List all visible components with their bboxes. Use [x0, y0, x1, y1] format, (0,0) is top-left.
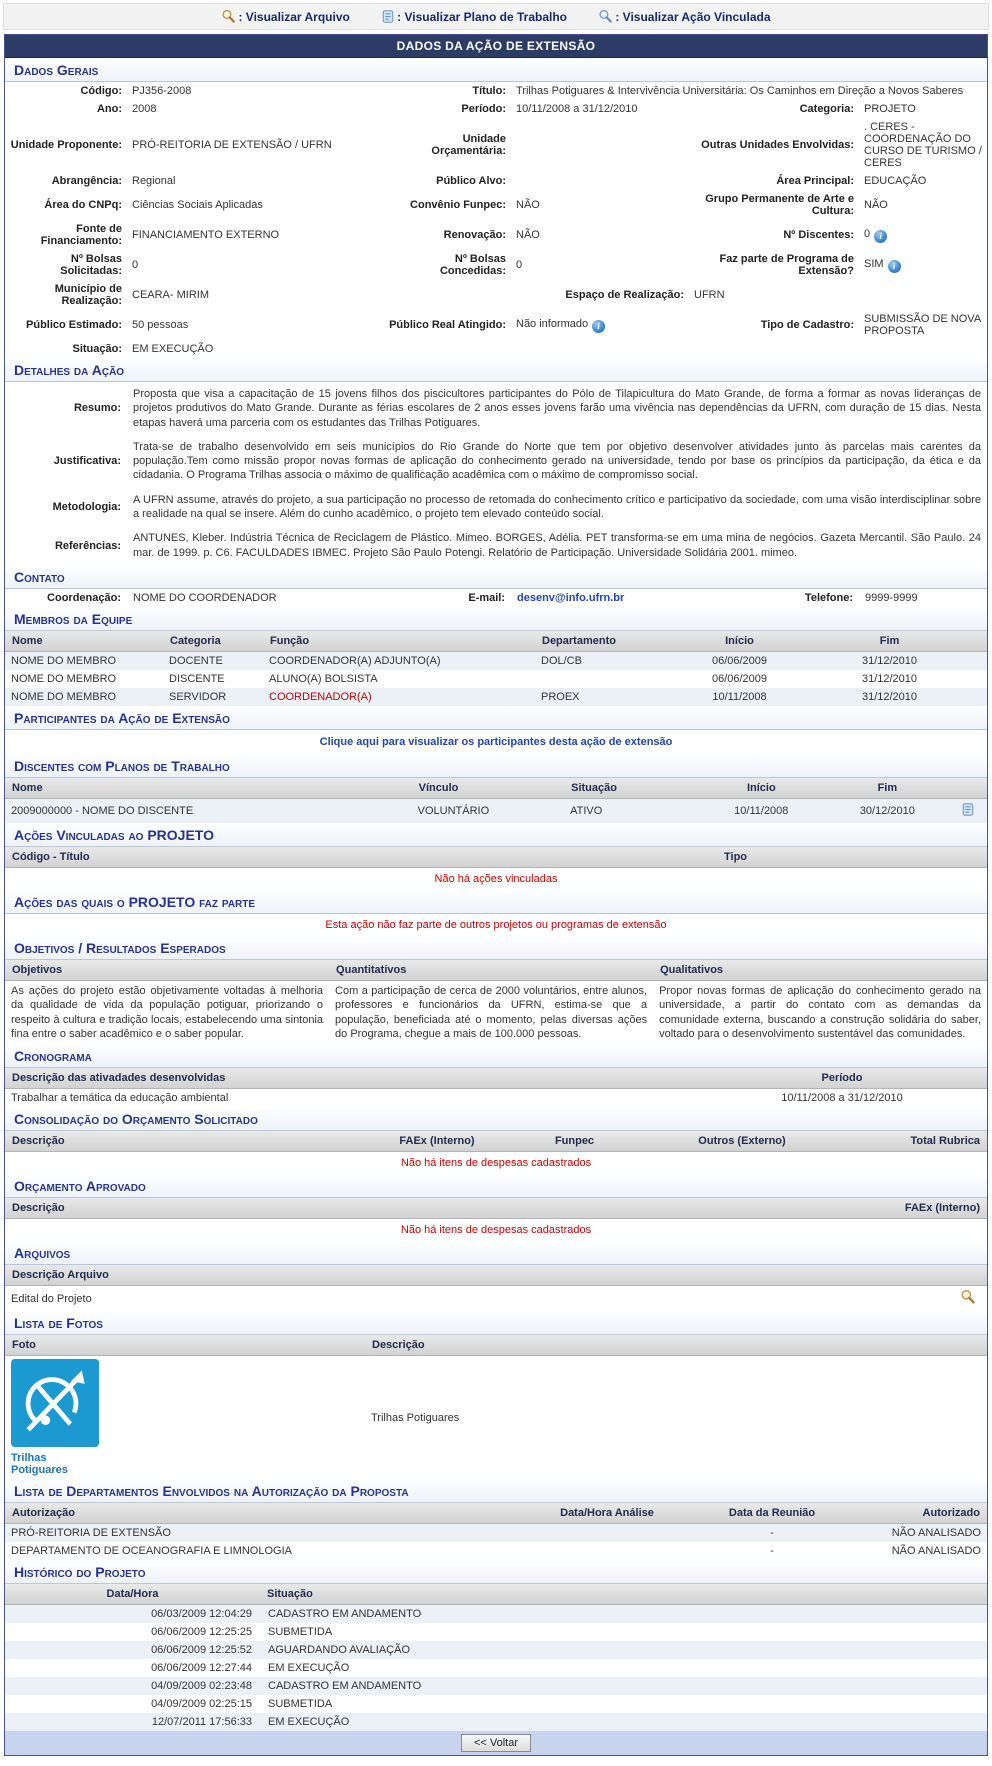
column-header: Função — [263, 631, 535, 652]
plano-trabalho-cell — [948, 798, 987, 823]
departamento-autorizado: NÃO ANALISADO — [891, 1527, 981, 1540]
column-header: Fim — [826, 778, 948, 799]
empty-message: Esta ação não faz parte de outros projetos ou programas de extensão — [325, 918, 667, 931]
legend-visualizar-plano — [381, 9, 567, 24]
legend-visualizar-arquivo — [221, 9, 349, 24]
area-cnpq-value: Ciências Sociais Aplicadas — [132, 199, 263, 211]
arquivos-table — [5, 1265, 987, 1311]
publico-alvo-value — [511, 172, 689, 190]
qualitativos-text: Propor novas formas de aplicação do conhecimento gerado na universidade, a partir do contato com as demandas da comunidade externa, buscando a construção solidária do saber, voltado para o desenvolvimento sustentável das comunidades. — [659, 984, 981, 1040]
orcamento-solicitado-table — [5, 1131, 987, 1174]
voltar-button[interactable]: << Voltar — [461, 1734, 531, 1752]
participantes-row — [5, 730, 987, 754]
unidade-proponente-value: PRÓ-REITORIA DE EXTENSÃO / UFRN — [132, 139, 332, 151]
column-header: Data da Reunião — [697, 1503, 847, 1524]
field-label: Faz parte de Programa de Extensão? — [719, 253, 854, 277]
section-header-orcamento-solicitado: Consolidação do Orçamento Solicitado — [5, 1107, 987, 1131]
publico-estimado-value: 50 pessoas — [132, 319, 189, 331]
section-header-discentes: Discentes com Planos de Trabalho — [5, 754, 987, 778]
field-label: Nº Bolsas Concedidas: — [439, 253, 506, 277]
table-row — [5, 100, 987, 118]
legend-bar — [3, 3, 989, 30]
member-categoria: DISCENTE — [169, 672, 225, 685]
column-header: Data/Hora Análise — [517, 1503, 697, 1524]
discente-nome: 2009000000 - NOME DO DISCENTE — [11, 804, 194, 817]
table-row — [5, 1695, 987, 1713]
column-header: Autorização — [5, 1503, 517, 1524]
info-icon[interactable] — [888, 260, 901, 273]
historico-situacao: EM EXECUÇÃO — [268, 1716, 350, 1729]
convenio-funpec-value: NÃO — [516, 199, 540, 211]
field-label: Título: — [472, 85, 506, 97]
historico-datahora: 06/03/2009 12:04:29 — [151, 1608, 252, 1621]
unidade-orcamentaria-value — [511, 118, 689, 172]
departamentos-table — [5, 1503, 987, 1560]
table-row — [5, 589, 987, 607]
column-header: Autorizado — [847, 1503, 987, 1524]
table-row — [5, 980, 987, 1044]
participantes-link[interactable]: Clique aqui para visualizar os participantes desta ação de extensão — [319, 735, 673, 748]
section-header-contato: Contato — [5, 565, 987, 589]
section-header-orcamento-aprovado: Orçamento Aprovado — [5, 1174, 987, 1198]
table-row — [5, 1677, 987, 1695]
member-nome: NOME DO MEMBRO — [11, 654, 117, 667]
section-header-dados-gerais: Dados Gerais — [5, 58, 987, 82]
column-header: Nome — [5, 631, 163, 652]
historico-datahora: 12/07/2011 17:56:33 — [151, 1716, 252, 1729]
member-funcao: COORDENADOR(A) ADJUNTO(A) — [269, 654, 441, 667]
table-row — [5, 867, 987, 890]
historico-datahora: 04/09/2009 02:25:15 — [151, 1698, 252, 1711]
departamento-analise — [517, 1524, 697, 1543]
column-header: Período — [697, 1068, 987, 1089]
discente-fim: 30/12/2010 — [859, 804, 915, 817]
column-header: FAEx (Interno) — [362, 1131, 512, 1152]
field-label: Espaço de Realização: — [565, 289, 684, 301]
field-label: Público Real Atingido: — [389, 319, 506, 331]
field-label: Metodologia: — [52, 501, 121, 514]
table-row — [5, 1286, 987, 1312]
coordenacao-value: NOME DO COORDENADOR — [133, 591, 277, 604]
table-row — [5, 670, 987, 688]
departamento-autorizado: NÃO ANALISADO — [891, 1545, 981, 1558]
email-link-cell — [511, 589, 689, 607]
section-header-arquivos: Arquivos — [5, 1241, 987, 1265]
publico-real-text: Não informado — [516, 317, 589, 330]
field-label: Unidade Proponente: — [10, 139, 122, 151]
table-row — [5, 1089, 987, 1108]
column-header: Foto — [5, 1335, 365, 1356]
member-departamento — [535, 670, 687, 688]
referencias-text: ANTUNES, Kleber. Indústria Técnica de Reciclagem de Plástico. Mimeo. BORGES, Adélia. PET transforma-se em uma mina de negócios. Gazeta Mercantil. São Paulo. 24 mar. de 1999. p. C6. FACULDADES IBMEC. Projeto São Paulo Potengi. Relatório de Participação. Universidade Solidária 2001. mimeo. — [133, 532, 981, 559]
logo-caption: Trilhas Potiguares — [11, 1452, 68, 1477]
column-header: Descrição das ativadades desenvolvidas — [5, 1068, 697, 1089]
field-label: Renovação: — [443, 229, 506, 241]
historico-situacao: AGUARDANDO AVALIAÇÃO — [268, 1644, 411, 1657]
table-row — [5, 220, 987, 250]
section-header-departamentos: Lista de Departamentos Envolvidos na Autorização da Proposta — [5, 1479, 987, 1503]
cronograma-table — [5, 1068, 987, 1107]
field-label: Categoria: — [799, 103, 854, 115]
column-header: Quantitativos — [329, 960, 653, 981]
column-header: Qualitativos — [653, 960, 987, 981]
table-row — [5, 340, 987, 358]
column-header: Objetivos — [5, 960, 329, 981]
arquivo-descricao: Edital do Projeto — [5, 1286, 949, 1312]
column-header: Fim — [792, 631, 987, 652]
column-header-actions — [948, 778, 987, 799]
field-label: Nº Discentes: — [783, 229, 854, 241]
categoria-value: PROJETO — [864, 103, 916, 115]
table-row — [5, 190, 987, 220]
info-icon[interactable] — [592, 320, 605, 333]
column-header: Código - Título — [5, 847, 717, 868]
publico-real-value — [511, 310, 689, 340]
field-label: Situação: — [72, 343, 122, 355]
field-label: Fonte de Financiamento: — [40, 223, 122, 247]
table-row — [5, 1623, 987, 1641]
objetivos-text: As ações do projeto estão objetivamente voltadas à melhoria da qualidade de vida da população potiguar, priorizando o respeito à cultura e tradição locais, estabelecendo uma sintonia fina entre o saber acadêmico e o saber popular. — [11, 984, 324, 1040]
section-header-historico: Histórico do Projeto — [5, 1560, 987, 1584]
field-label: Área Principal: — [776, 175, 854, 187]
departamento-analise — [517, 1542, 697, 1560]
table-row — [5, 1356, 987, 1480]
espaco-realizacao-value: UFRN — [694, 289, 725, 301]
metodologia-text: A UFRN assume, através do projeto, a sua participação no processo de retomada do conhecimento crítico e participativo da sociedade, com uma visão interdisciplinar sobre a realidade na qual se insere. Além do cunho acadêmico, o projeto tem elevado conteúdo social. — [133, 493, 981, 521]
atividade-descricao: Trabalhar a temática da educação ambiental — [11, 1092, 229, 1105]
table-header-row — [5, 1131, 987, 1152]
column-header: Situação — [260, 1584, 987, 1605]
resumo-text: Proposta que visa a capacitação de 15 jovens filhos dos piscicultores participantes do Pólo de Tilapicultura do Mato Grande, de forma a formar as novas lideranças de projetos produtivos do Mato Grande. Durante as férias escolares de 2 anos esses jovens farão uma vivência nas dependências da UFRN, com duração de 15 dias. Nesta etapas haverá uma parceria com os estudantes das Trilhas Potiguares. — [133, 388, 981, 429]
departamento-reuniao: - — [770, 1527, 774, 1540]
member-funcao: COORDENADOR(A) — [269, 690, 372, 703]
table-header-row — [5, 1335, 987, 1356]
bolsas-concedidas-value: 0 — [516, 259, 523, 271]
field-label: Tipo de Cadastro: — [760, 319, 854, 331]
faz-parte-value — [859, 250, 987, 280]
foto-cell — [5, 1356, 365, 1480]
discente-vinculo: VOLUNTÁRIO — [417, 804, 490, 817]
historico-datahora: 06/06/2009 12:27:44 — [151, 1662, 252, 1675]
historico-table — [5, 1584, 987, 1731]
compass-logo-image — [11, 1359, 99, 1447]
member-inicio: 06/06/2009 — [711, 672, 768, 685]
discentes-table — [5, 778, 987, 823]
table-row — [5, 651, 987, 670]
column-header: Funpec — [512, 1131, 637, 1152]
column-header: Descrição — [5, 1131, 362, 1152]
column-header: Nome — [5, 778, 412, 799]
table-header-row — [5, 1503, 987, 1524]
table-header-row — [5, 1584, 987, 1605]
departamento-reuniao: - — [770, 1545, 774, 1558]
magnifier-gold-icon[interactable] — [960, 1296, 976, 1308]
member-inicio: 10/11/2008 — [712, 690, 767, 703]
member-fim: 31/12/2010 — [861, 672, 918, 685]
member-fim: 31/12/2010 — [861, 654, 918, 667]
table-row — [5, 1605, 987, 1624]
section-header-objetivos: Objetivos / Resultados Esperados — [5, 936, 987, 960]
column-header: Descrição — [5, 1198, 847, 1219]
legend-label: : Visualizar Plano de Trabalho — [397, 10, 567, 24]
equipe-table — [5, 631, 987, 706]
field-label: Nº Bolsas Solicitadas: — [60, 253, 122, 277]
bolsas-solicitadas-value: 0 — [132, 259, 139, 271]
legend-label: : Visualizar Ação Vinculada — [615, 10, 771, 24]
column-header: Tipo — [717, 847, 987, 868]
member-nome: NOME DO MEMBRO — [11, 690, 117, 703]
member-inicio: 06/06/2009 — [711, 654, 768, 667]
quantitativos-text: Com a participação de cerca de 2000 voluntários, entre alunos, professores e funcionários da UFRN, estima-se que a população, beneficiada até o momento, pelas diversas ações do Programa, chegue a mais de 100.000 pessoas. — [335, 984, 648, 1040]
objetivos-table — [5, 960, 987, 1044]
discente-situacao: ATIVO — [570, 804, 603, 817]
column-header: Departamento — [535, 631, 687, 652]
column-header: Início — [687, 631, 792, 652]
worksheet-icon — [381, 10, 397, 24]
contato-table — [5, 589, 987, 607]
table-header-row — [5, 778, 987, 799]
column-header: Categoria — [163, 631, 263, 652]
main-panel — [4, 34, 988, 1756]
acoes-vinculadas-table — [5, 847, 987, 890]
page-title: DADOS DA AÇÃO DE EXTENSÃO — [5, 35, 987, 58]
column-header: Outros (Externo) — [637, 1131, 847, 1152]
legend-visualizar-acao-vinculada — [598, 9, 770, 24]
dados-gerais-table — [5, 82, 987, 358]
member-funcao: ALUNO(A) BOLSISTA — [269, 672, 378, 685]
member-categoria: SERVIDOR — [169, 690, 227, 703]
trilhas-potiguares-logo — [11, 1359, 103, 1476]
member-departamento: DOL/CB — [541, 654, 582, 667]
historico-datahora: 04/09/2009 02:23:48 — [151, 1680, 252, 1693]
column-header: Data/Hora — [5, 1584, 260, 1605]
historico-datahora: 06/06/2009 12:25:25 — [151, 1626, 252, 1639]
legend-label: : Visualizar Arquivo — [238, 10, 350, 24]
field-label: Justificativa: — [53, 455, 121, 468]
column-header: FAEx (Interno) — [847, 1198, 987, 1219]
footer-band — [5, 1731, 987, 1755]
table-row — [5, 1152, 987, 1175]
foto-descricao: Trilhas Potiguares — [371, 1411, 460, 1424]
field-label: Código: — [80, 85, 122, 97]
table-header-row — [5, 1198, 987, 1219]
historico-situacao: SUBMETIDA — [268, 1698, 333, 1711]
table-row — [5, 1659, 987, 1677]
telefone-value: 9999-9999 — [865, 591, 918, 604]
table-row — [5, 798, 987, 823]
tipo-cadastro-value: SUBMISSÃO DE NOVA PROPOSTA — [864, 313, 981, 337]
table-header-row — [5, 631, 987, 652]
member-departamento: PROEX — [541, 690, 580, 703]
member-categoria: DOCENTE — [169, 654, 223, 667]
fotos-table — [5, 1335, 987, 1479]
field-label: Convênio Funpec: — [410, 199, 506, 211]
departamento-autorizacao: PRÓ-REITORIA DE EXTENSÃO — [11, 1527, 171, 1540]
section-header-acoes-vinculadas: Ações Vinculadas ao PROJETO — [5, 823, 987, 847]
faz-parte-text: SIM — [864, 257, 884, 270]
historico-situacao: EM EXECUÇÃO — [268, 1662, 350, 1675]
table-row — [5, 526, 987, 565]
area-principal-value: EDUCAÇÃO — [864, 175, 927, 187]
table-row — [5, 280, 987, 310]
field-label: Resumo: — [73, 402, 121, 415]
table-row — [5, 1219, 987, 1242]
email-link[interactable]: desenv@info.ufrn.br — [517, 591, 625, 604]
codigo-value: PJ356-2008 — [132, 85, 192, 97]
field-label: Outras Unidades Envolvidas: — [701, 139, 854, 151]
table-row — [5, 382, 987, 435]
field-label: Unidade Orçamentária: — [431, 133, 506, 157]
field-label: Área do CNPq: — [44, 199, 122, 211]
historico-datahora: 06/06/2009 12:25:52 — [151, 1644, 252, 1657]
table-header-row — [5, 960, 987, 981]
member-nome: NOME DO MEMBRO — [11, 672, 117, 685]
table-row — [5, 250, 987, 280]
n-discentes-value — [859, 220, 987, 250]
table-row — [5, 1524, 987, 1543]
historico-situacao: CADASTRO EM ANDAMENTO — [268, 1608, 422, 1621]
field-label: Período: — [461, 103, 506, 115]
grupo-permanente-value: NÃO — [864, 199, 888, 211]
field-label: Público Estimado: — [26, 319, 122, 331]
field-label: Abrangência: — [51, 175, 122, 187]
table-row — [5, 1542, 987, 1560]
magnifier-blue-icon — [598, 10, 615, 24]
table-header-row — [5, 1068, 987, 1089]
field-label: Município de Realização: — [54, 283, 122, 307]
column-header: Total Rubrica — [847, 1131, 987, 1152]
table-row — [5, 310, 987, 340]
empty-message: Não há ações vinculadas — [434, 872, 558, 885]
atividade-periodo: 10/11/2008 a 31/12/2010 — [781, 1092, 903, 1105]
empty-message: Não há itens de despesas cadastrados — [400, 1157, 592, 1170]
fonte-financiamento-value: FINANCIAMENTO EXTERNO — [132, 229, 280, 241]
table-row — [5, 435, 987, 488]
field-label: Telefone: — [804, 591, 853, 604]
section-header-cronograma: Cronograma — [5, 1044, 987, 1068]
historico-situacao: SUBMETIDA — [268, 1626, 333, 1639]
column-header: Descrição Arquivo — [5, 1265, 987, 1286]
table-row — [5, 172, 987, 190]
magnifier-gold-icon — [221, 10, 238, 24]
column-header: Descrição — [365, 1335, 987, 1356]
table-row — [5, 688, 987, 706]
situacao-value: EM EXECUÇÃO — [132, 343, 214, 355]
table-header-row — [5, 847, 987, 868]
table-header-row — [5, 1265, 987, 1286]
outras-unidades-value: . CERES - COORDENAÇÃO DO CURSO DE TURISMO / CERES — [864, 121, 982, 169]
field-label: Ano: — [96, 103, 122, 115]
field-label: E-mail: — [468, 591, 505, 604]
section-header-equipe: Membros da Equipe — [5, 607, 987, 631]
orcamento-aprovado-table — [5, 1198, 987, 1241]
column-header: Situação — [564, 778, 696, 799]
table-row — [5, 118, 987, 172]
departamento-autorizacao: DEPARTAMENTO DE OCEANOGRAFIA E LIMNOLOGIA — [11, 1545, 292, 1558]
field-label: Grupo Permanente de Arte e Cultura: — [705, 193, 854, 217]
renovacao-value: NÃO — [516, 229, 540, 241]
section-header-participantes: Participantes da Ação de Extensão — [5, 706, 987, 730]
worksheet-icon[interactable] — [961, 808, 975, 820]
table-row — [5, 488, 987, 527]
historico-situacao: CADASTRO EM ANDAMENTO — [268, 1680, 422, 1693]
municipio-value: CEARA- MIRIM — [132, 289, 209, 301]
empty-message: Não há itens de despesas cadastrados — [400, 1224, 592, 1237]
section-header-acoes-faz-parte: Ações das quais o PROJETO faz parte — [5, 890, 987, 914]
n-discentes-number: 0 — [864, 227, 871, 240]
periodo-value: 10/11/2008 a 31/12/2010 — [516, 103, 638, 115]
table-row — [5, 1641, 987, 1659]
column-header: Vínculo — [412, 778, 564, 799]
justificativa-text: Trata-se de trabalho desenvolvido em seis municípios do Rio Grande do Norte que tem por objetivo desenvolver atividades junto às parcelas mais carentes da população.Tem como missão propor novas formas de aplicação do conhecimento gerado na universidade, tendo por base os princípios da participação, da ética e da cidadania. O Programa Trilhas associa o máximo de qualificação acadêmica com o máximo de compromisso social. — [133, 440, 981, 482]
detalhes-table — [5, 382, 987, 565]
section-header-fotos: Lista de Fotos — [5, 1311, 987, 1335]
ano-value: 2008 — [132, 103, 157, 115]
section-header-detalhes: Detalhes da Ação — [5, 358, 987, 382]
discente-inicio: 10/11/2008 — [734, 804, 789, 817]
field-label: Coordenação: — [47, 591, 121, 604]
member-fim: 31/12/2010 — [861, 690, 918, 703]
info-icon[interactable] — [874, 230, 887, 243]
field-label: Referências: — [54, 539, 121, 552]
column-header: Início — [696, 778, 826, 799]
arquivo-acao-cell — [949, 1286, 987, 1312]
titulo-value: Trilhas Potiguares & Intervivência Universitária: Os Caminhos em Direção a Novos Saberes — [516, 85, 964, 97]
abrangencia-value: Regional — [132, 175, 176, 187]
table-row — [5, 1713, 987, 1731]
field-label: Público Alvo: — [436, 175, 506, 187]
table-row — [5, 82, 987, 100]
